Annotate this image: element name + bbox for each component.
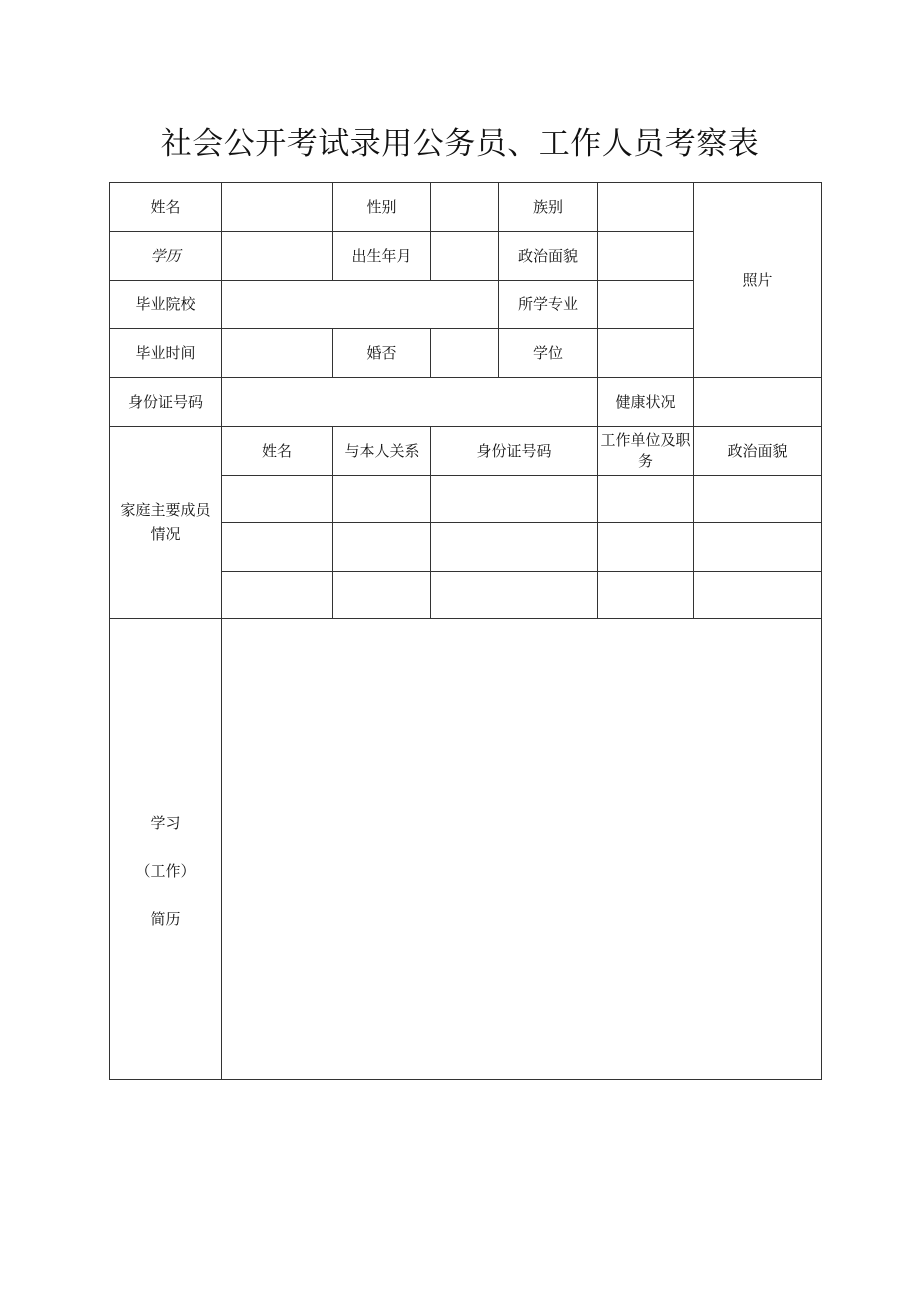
major-field[interactable] (598, 281, 694, 329)
family-work-field[interactable] (598, 476, 694, 523)
inspection-form-table (109, 182, 822, 1080)
family-political-field[interactable] (694, 476, 822, 523)
family-header-name: 姓名 (222, 427, 333, 476)
family-id-field[interactable] (431, 476, 598, 523)
marital-field[interactable] (431, 329, 499, 378)
gender-label: 性别 (333, 183, 431, 232)
degree-label: 学位 (499, 329, 598, 378)
family-name-field[interactable] (222, 572, 333, 619)
family-header-relation (333, 427, 431, 476)
school-field[interactable] (222, 281, 499, 329)
family-id-field[interactable] (431, 572, 598, 619)
id-label: 身份证号码 (110, 378, 222, 427)
family-relation-field[interactable] (333, 523, 431, 572)
political-field[interactable] (598, 232, 694, 281)
family-header-relation-text: 与本人关系 (344, 441, 420, 460)
health-label: 健康状况 (598, 378, 694, 427)
school-label: 毕业院校 (110, 281, 222, 329)
birth-field[interactable] (431, 232, 499, 281)
political-label: 政治面貌 (499, 232, 598, 281)
grad-time-label: 毕业时间 (110, 329, 222, 378)
family-work-field[interactable] (598, 572, 694, 619)
family-section-label (110, 427, 222, 619)
family-political-field[interactable] (694, 572, 822, 619)
health-field[interactable] (694, 378, 822, 427)
name-label: 姓名 (110, 183, 222, 232)
family-name-field[interactable] (222, 523, 333, 572)
family-header-id: 身份证号码 (431, 427, 598, 476)
family-relation-field[interactable] (333, 572, 431, 619)
degree-field[interactable] (598, 329, 694, 378)
family-header-work-text: 工作单位及职务 (600, 431, 691, 470)
grad-time-field[interactable] (222, 329, 333, 378)
resume-field[interactable] (222, 619, 822, 1080)
education-label: 学历 (110, 232, 222, 281)
family-section-text: 家庭主要成员情况 (120, 501, 211, 543)
family-relation-field[interactable] (333, 476, 431, 523)
photo-label: 照片 (742, 270, 773, 289)
page-title: 社会公开考试录用公务员、工作人员考察表 (160, 126, 760, 162)
resume-label-work: （工作） (135, 862, 196, 880)
resume-label-history: 简历 (150, 910, 181, 928)
family-header-work (598, 427, 694, 476)
marital-label: 婚否 (333, 329, 431, 378)
photo-cell[interactable] (694, 183, 822, 378)
major-label: 所学专业 (499, 281, 598, 329)
family-header-political: 政治面貌 (694, 427, 822, 476)
family-id-field[interactable] (431, 523, 598, 572)
birth-label: 出生年月 (333, 232, 431, 281)
resume-label-study: 学习 (150, 814, 181, 832)
name-field[interactable] (222, 183, 333, 232)
family-name-field[interactable] (222, 476, 333, 523)
ethnicity-label: 族别 (499, 183, 598, 232)
id-field[interactable] (222, 378, 598, 427)
resume-label-cell (110, 619, 222, 1080)
family-work-field[interactable] (598, 523, 694, 572)
gender-field[interactable] (431, 183, 499, 232)
ethnicity-field[interactable] (598, 183, 694, 232)
family-political-field[interactable] (694, 523, 822, 572)
education-field[interactable] (222, 232, 333, 281)
